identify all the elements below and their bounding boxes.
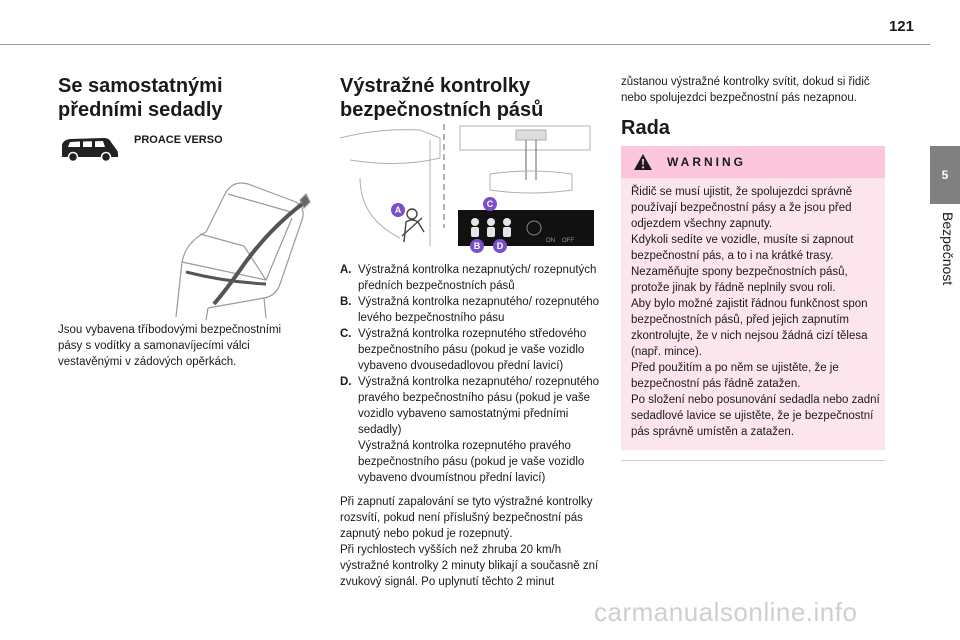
warning-title: WARNING	[667, 155, 746, 169]
section-title-advice: Rada	[621, 117, 670, 139]
warning-lamps-illustration	[340, 118, 602, 258]
box-bottom-rule	[621, 460, 885, 461]
body-text-block	[340, 494, 602, 590]
list-item	[340, 326, 602, 374]
warning-line: Řidič se musí ujistit, že spolujezdci správně používají bezpečnostní pásy a že jsou před odjezdem všechny zapnuty.	[631, 186, 853, 230]
label-b: B	[473, 241, 481, 251]
list-letter: D.	[340, 376, 352, 388]
warning-line: Kdykoli sedíte ve vozidle, musíte si zapnout bezpečnostní pás, a to i na krátké trasy.	[631, 234, 854, 262]
page-number: 121	[888, 18, 914, 35]
list-text: Výstražná kontrolka rozepnutého středového bezpečnostního pásu (pokud je vaše vozidlo vybaveno dvousedadlovou přední lavicí)	[358, 328, 587, 372]
warning-header	[621, 146, 885, 178]
section-title-warning-lamps: Výstražné kontrolky bezpečnostních pásů	[340, 75, 544, 121]
warning-lamp-list	[340, 262, 602, 486]
warning-triangle-icon	[633, 153, 653, 171]
vehicle-badge: PROACE VERSO	[134, 134, 223, 146]
warning-line: Nezaměňujte spony bezpečnostních pásů, protože jinak by řádně neplnily svou roli.	[631, 266, 848, 294]
top-rule	[0, 44, 930, 45]
van-icon	[58, 134, 120, 164]
section-title-front-seats: Se samostatnými předními sedadly	[58, 75, 223, 121]
label-a: A	[394, 205, 402, 215]
list-text: Výstražná kontrolka nezapnutého/ rozepnutého levého bezpečnostního pásu	[358, 296, 600, 324]
body-paragraph: Při zapnutí zapalování se tyto výstražné kontrolky rozsvítí, pokud není příslušný bezpečnostní pás zapnutý nebo pokud je rozepnutý.	[340, 496, 593, 540]
label-c: C	[486, 199, 494, 209]
panel-off-label: OFF	[562, 238, 574, 244]
warning-line: Před použitím a po něm se ujistěte, že je bezpečnostní pás řádně zatažen.	[631, 362, 839, 390]
list-item-extra	[340, 438, 602, 486]
label-d: D	[496, 241, 504, 251]
panel-on-label: ON	[546, 238, 555, 244]
body-text: Jsou vybavena tříbodovými bezpečnostními pásy s vodítky a samonavíjecími válci vestavěnými v zádových opěrkách.	[58, 324, 282, 368]
chapter-label: Bezpečnost	[940, 212, 956, 286]
watermark: carmanualsonline.info	[594, 597, 858, 627]
continuation-text: zůstanou výstražné kontrolky svítit, dokud si řidič nebo spolujezdci bezpečnostní pás nezapnou.	[621, 76, 870, 104]
list-item	[340, 294, 602, 326]
list-item	[340, 374, 602, 438]
list-letter: C.	[340, 328, 352, 340]
body-paragraph: Při rychlostech vyšších než zhruba 20 km/h výstražné kontrolky 2 minuty blikají a současně zní zvukový signál. Po uplynutí těchto 2 minut	[340, 544, 599, 588]
warning-line: Po složení nebo posunování sedadla nebo zadní sedadlové lavice se ujistěte, že je bezpečnostní pás správně umístěn a zatažen.	[631, 394, 880, 438]
warning-line: Aby bylo možné zajistit řádnou funkčnost spon bezpečnostních pásů, před jejich zapnutím zkontrolujte, že v nich nejsou žádná cizí tělesa (např. mince).	[631, 298, 868, 358]
list-text: Výstražná kontrolka rozepnutého pravého bezpečnostního pásu (pokud je vaše vozidlo vybaveno dvoumístnou přední lavicí)	[358, 440, 585, 484]
warning-body	[631, 184, 881, 440]
chapter-tab[interactable]: 5	[930, 146, 960, 204]
list-text: Výstražná kontrolka nezapnutých/ rozepnutých předních bezpečnostních pásů	[358, 264, 597, 292]
list-letter: B.	[340, 296, 352, 308]
warning-box	[621, 146, 885, 450]
list-text: Výstražná kontrolka nezapnutého/ rozepnutého pravého bezpečnostního pásu (pokud je vaše vozidlo vybaveno samostatnými předními sedadly)	[358, 376, 600, 436]
list-letter: A.	[340, 264, 352, 276]
seat-belt-illustration	[116, 172, 316, 322]
list-item	[340, 262, 602, 294]
